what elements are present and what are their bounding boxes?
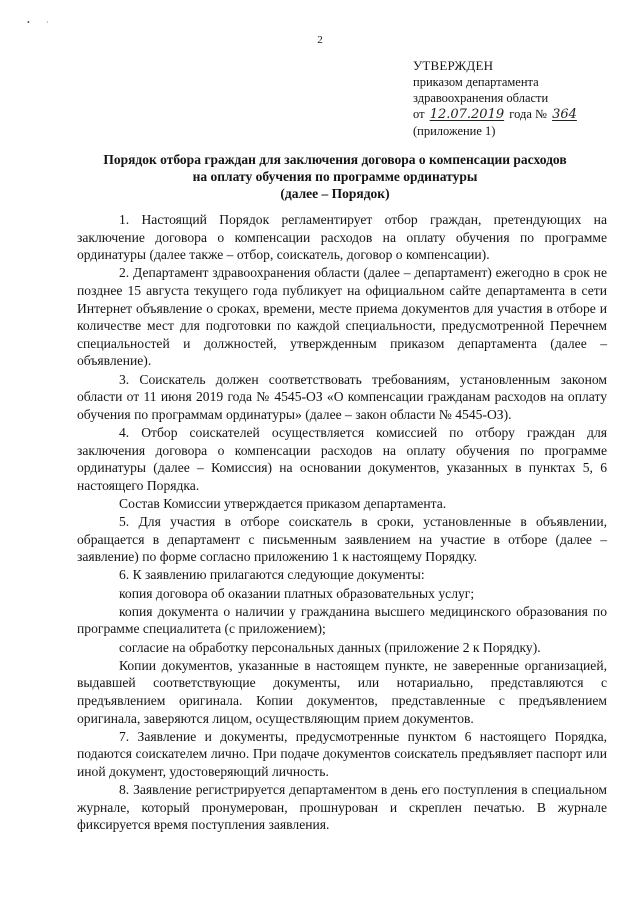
paragraph-4: 4. Отбор соискателей осуществляется комиссией по отбору граждан для заключения договора о компенсации расходов на оплату обучения по программе ординатуры (далее – Комиссия) на основании документов, указанных в пунктах 5, 6 настоящего Порядка. xyxy=(77,424,607,493)
title-line-3: (далее – Порядок) xyxy=(280,186,390,201)
document-title xyxy=(60,151,610,202)
year-label: года xyxy=(509,107,532,121)
list-item: копия договора об оказании платных образовательных услуг; xyxy=(119,585,475,601)
number-label: № xyxy=(535,107,547,121)
scan-artifact-mark: • xyxy=(27,18,30,27)
paragraph-2: 2. Департамент здравоохранения области (далее – департамент) ежегодно в срок не позднее 15 августа текущего года публикует на официальном сайте департамента в сети Интернет объявление о сроках, времени, месте приема документов для участия в отборе и количестве мест для подготовки по каждой специальности, предусмотренной Перечнем специальностей и должностей, утвержденным приказом департамента (далее – объявление). xyxy=(77,265,607,369)
handwritten-date: 12.07.2019 xyxy=(429,107,505,122)
title-line-2: на оплату обучения по программе ординатуры xyxy=(192,169,478,184)
handwritten-order-number: 364 xyxy=(552,107,577,122)
attachment-note: (приложение 1) xyxy=(413,124,496,138)
paragraph-3: 3. Соискатель должен соответствовать требованиям, установленным законом области от 11 июня 2019 года № 4545-ОЗ «О компенсации гражданам расходов на оплату обучения по программам ординатуры» (далее – закон области № 4545-ОЗ). xyxy=(77,371,607,422)
scan-artifact-mark: · xyxy=(46,18,49,27)
paragraph-1: 1. Настоящий Порядок регламентирует отбор граждан, претендующих на заключение договора о компенсации расходов на оплату обучения по программе ординатуры (далее также – отбор, соискатель, договор о компенсации). xyxy=(77,212,607,263)
from-label: от xyxy=(413,107,425,121)
paragraph-copies: Копии документов, указанные в настоящем пункте, не заверенные организацией, выдавшей соответствующие документы, или нотариально, представляются с предъявлением оригинала. Копии документов, представленные с предъявлением оригинала, заверяются лицом, осуществляющим прием документов. xyxy=(77,657,607,726)
paragraph-7: 7. Заявление и документы, предусмотренные пунктом 6 настоящего Порядка, подаются соискателем лично. При подаче документов соискатель предъявляет паспорт или иной документ, удостоверяющий личность. xyxy=(77,728,607,779)
approval-stamp-block xyxy=(413,58,633,139)
paragraph-6: 6. К заявлению прилагаются следующие документы: xyxy=(119,567,425,583)
approval-line-1: приказом департамента xyxy=(413,75,539,89)
list-item: согласие на обработку персональных данных (приложение 2 к Порядку). xyxy=(119,639,541,655)
approval-heading: УТВЕРЖДЕН xyxy=(413,58,494,73)
paragraph-8: 8. Заявление регистрируется департаментом в день его поступления в специальном журнале, который пронумерован, прошнурован и скреплен печатью. В журнале фиксируется время поступления заявления. xyxy=(77,782,607,833)
document-body xyxy=(77,211,607,835)
list-item: копия документа о наличии у гражданина высшего медицинского образования по программе специалитета (с приложением); xyxy=(77,603,607,637)
paragraph-5: 5. Для участия в отборе соискатель в сроки, установленные в объявлении, обращается в департамент с письменным заявлением на участие в отборе (далее – заявление) по форме согласно приложению 1 к настоящему Порядку. xyxy=(77,514,607,565)
page-number: 2 xyxy=(317,34,323,46)
title-line-1: Порядок отбора граждан для заключения договора о компенсации расходов xyxy=(103,152,567,167)
approval-date-line xyxy=(413,106,633,123)
paragraph-commission: Состав Комиссии утверждается приказом департамента. xyxy=(119,495,447,511)
approval-line-2: здравоохранения области xyxy=(413,91,549,105)
